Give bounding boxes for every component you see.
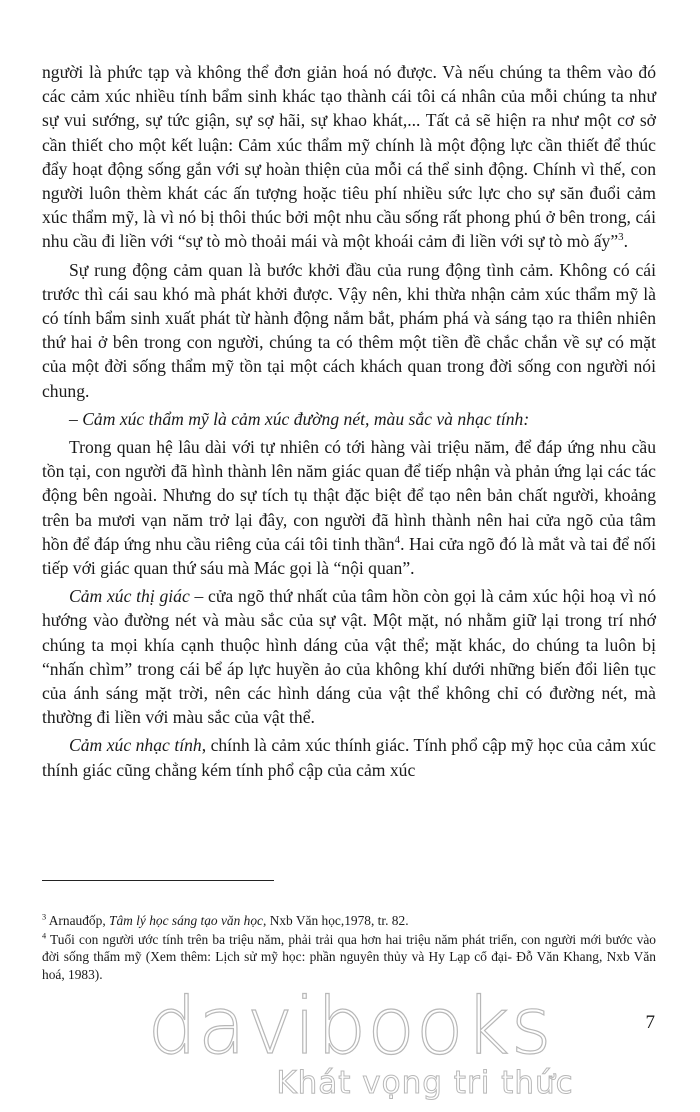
footnote-ref-3[interactable]: 3 bbox=[618, 231, 624, 244]
paragraph-2: Sự rung động cảm quan là bước khởi đầu của rung động tình cảm. Không có cái trước thì cái sau khó mà phát khởi được. Vậy nên, khi thừa nhận cảm xúc thẩm mỹ là có tính bẩm sinh xuất phát từ hành động nắm bắt, phám phá và sáng tạo ra thiên nhiên thứ hai ở bên trong con người, chúng ta có thêm một tiền đề chắc chắn về sự có mặt của một đời sống thẩm mỹ tồn tại một cách khách quan trong đời sống con người nói chung. bbox=[42, 259, 656, 401]
paragraph-6 bbox=[42, 733, 656, 781]
page-number: 7 bbox=[645, 1012, 655, 1033]
page-body bbox=[42, 60, 656, 782]
footnote-ref-4[interactable]: 4 bbox=[394, 534, 401, 546]
watermark-tagline: Khát vọng tri thức bbox=[276, 1065, 574, 1101]
paragraph-6-term: Cảm xúc nhạc tính bbox=[69, 735, 202, 756]
paragraph-5-term: Cảm xúc thị giác bbox=[69, 586, 190, 607]
paragraph-1-end: . bbox=[623, 231, 628, 252]
paragraph-1 bbox=[42, 60, 656, 254]
footnote-3-pub: , Nxb Văn học,1978, tr. 82. bbox=[263, 913, 409, 928]
paragraph-6-text: , chính là cảm xúc thính giác. Tính phổ cập mỹ học của cảm xúc thính giác cũng chẳng kém tính phổ cập của cảm xúc bbox=[42, 735, 656, 780]
footnote-3-mark: 3 bbox=[42, 912, 47, 922]
paragraph-4-end: . Hai cửa ngõ đó là mắt và tai để nối tiếp với giác quan thứ sáu mà Mác gọi là “nội quan”. bbox=[42, 533, 656, 579]
paragraph-4-text: Trong quan hệ lâu dài với tự nhiên có tới hàng vài triệu năm, để đáp ứng nhu cầu tồn tại, con người đã hình thành lên năm giác quan để tiếp nhận và phản ứng lại các tác động bên ngoài. Nhưng do sự tích tụ thật đặc biệt để tạo nên bản chất người, khoảng trên ba mươi vạn năm trở lại đây, con người đã hình thành nên hai cửa ngõ của tâm hồn để đáp ứng nhu cầu riêng của cái tôi tinh thần bbox=[42, 437, 656, 554]
footnote-4-text: Tuổi con người ước tính trên ba triệu năm, phải trải qua hơn hai triệu năm phát triển, con người mới bước vào đời sống thẩm mỹ (Xem thêm: Lịch sử mỹ học: phần nguyên thủy và Hy Lạp cổ đại- Đỗ Văn Khang, Nxb Văn hoá, 1983). bbox=[42, 931, 656, 982]
paragraph-4 bbox=[42, 435, 656, 580]
paragraph-5 bbox=[42, 584, 656, 729]
watermark-brand: davibooks bbox=[147, 982, 553, 1072]
footnotes bbox=[42, 912, 656, 984]
paragraph-5-text: – cửa ngõ thứ nhất của tâm hồn còn gọi là cảm xúc hội hoạ vì nó hướng vào đường nét và màu sắc của sự vật. Một mặt, nó nhằm giữ lại trong trí nhớ chúng ta mọi khía cạnh thuộc hình dáng của vật thể; mặt khác, do chúng ta luôn bị “nhấn chìm” trong cái bể áp lực huyền ảo của không khí dưới những biến đổi liên tục của ánh sáng mặt trời, nên các hình dáng của vật thể không chỉ có đường nét, mà thường đi liền với màu sắc của vật thể. bbox=[42, 586, 656, 728]
paragraph-1-text: người là phức tạp và không thể đơn giản hoá nó được. Và nếu chúng ta thêm vào đó các cảm xúc nhiều tính bẩm sinh khác tạo thành cái tôi cá nhân của mỗi chúng ta như sự vui sướng, sự tức giận, sự sợ hãi, sự khao khát,... Tất cả sẽ hiện ra như một cơ sở cần thiết cho một kết luận: Cảm xúc thẩm mỹ chính là một động lực cần thiết để thúc đẩy hoạt động sống gắn với sự hoàn thiện của mỗi cá thể sinh động. Chính vì thế, con người luôn thèm khát các ấn tượng hoặc tiêu phí nhiều sức lực cho sự săn đuổi cảm xúc thẩm mỹ, là vì nó bị thôi thúc bởi một nhu cầu sống rất phong phú ở bên trong, cái nhu cầu đi liền với “sự tò mò thoải mái và một khoái cảm đi liền với sự tò mò ấy” bbox=[42, 62, 656, 252]
footnote-3-title: Tâm lý học sáng tạo văn học bbox=[109, 913, 263, 928]
footnote-divider bbox=[42, 880, 274, 881]
footnote-4-mark: 4 bbox=[42, 931, 47, 941]
footnote-3-author: Arnauđốp, bbox=[46, 913, 110, 928]
section-heading: – Cảm xúc thẩm mỹ là cảm xúc đường nét, màu sắc và nhạc tính: bbox=[69, 408, 530, 429]
footnote-4 bbox=[42, 931, 656, 984]
footnote-3 bbox=[42, 912, 656, 930]
